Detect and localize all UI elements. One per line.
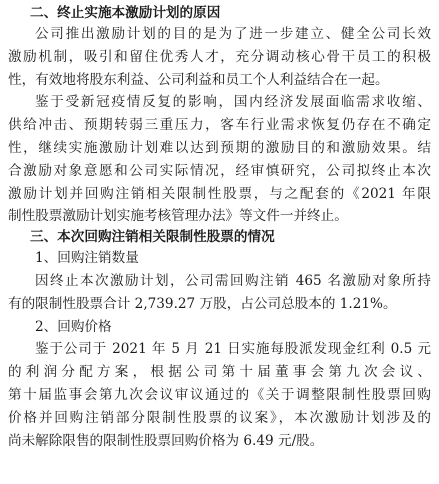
- paragraph-line: 激励计划并回购注销相关限制性股票，与之配套的《2021 年限: [8, 185, 431, 202]
- paragraph-line: 供给冲击、预期转弱三重压力，客车行业需求恢复仍存在不确定: [8, 117, 431, 134]
- paragraph-line: 第十届监事会第九次会议审议通过的《关于调整限制性股票回购: [8, 386, 431, 403]
- paragraph-line: 合激励对象意愿和公司实际情况，经审慎研究，公司拟终止本次: [8, 162, 431, 179]
- paragraph-line: 价格并回购注销部分限制性股票的议案》，本次激励计划涉及的: [8, 409, 431, 426]
- subheading-repurchase-quantity: 1、回购注销数量: [35, 250, 139, 267]
- paragraph-line: 有的限制性股票合计 2,739.27 万股，占公司总股本的 1.21%。: [8, 295, 397, 312]
- paragraph-line: 鉴于公司于 2021 年 5 月 21 日实施每股派发现金红利 0.5 元: [35, 341, 431, 358]
- paragraph-line: 制性股票激励计划实施考核管理办法》等文件一并终止。: [8, 208, 348, 225]
- section-heading-termination-reason: 二、终止实施本激励计划的原因: [30, 5, 221, 21]
- paragraph-line: 的利润分配方案，根据公司第十届董事会第九次会议、: [8, 364, 431, 381]
- paragraph-line: 鉴于受新冠疫情反复的影响，国内经济发展面临需求收缩、: [35, 94, 431, 111]
- paragraph-line: 尚未解除限售的限制性股票回购价格为 6.49 元/股。: [8, 432, 324, 449]
- paragraph-line: 激励机制，吸引和留住优秀人才，充分调动核心骨干员工的积极: [8, 48, 431, 65]
- paragraph-line: 因终止本次激励计划，公司需回购注销 465 名激励对象所持: [35, 272, 431, 289]
- paragraph-termination-decision: [8, 91, 431, 228]
- paragraph-incentive-purpose: [8, 23, 431, 91]
- paragraph-line: 性，继续实施激励计划难以达到预期的激励目的和激励效果。结: [8, 139, 431, 156]
- paragraph-line: 性，有效地将股东利益、公司利益和员工个人利益结合在一起。: [8, 71, 389, 88]
- subheading-repurchase-price: 2、回购价格: [35, 318, 112, 335]
- section-heading-repurchase: 三、本次回购注销相关限制性股票的情况: [30, 229, 275, 246]
- paragraph-repurchase-quantity: [8, 270, 431, 316]
- paragraph-line: 公司推出激励计划的目的是为了进一步建立、健全公司长效: [35, 26, 431, 42]
- paragraph-repurchase-price: [8, 338, 431, 452]
